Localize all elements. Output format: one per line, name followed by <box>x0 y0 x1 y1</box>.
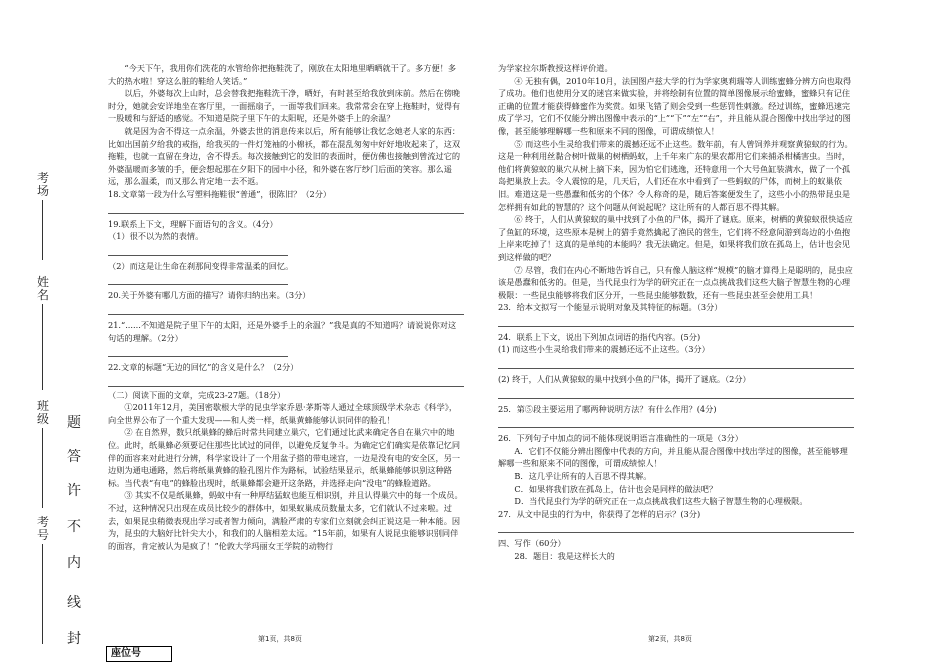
passage2-para-3: ③ 其实不仅是纸巢蜂，蚂蚁中有一种厚结猛蚁也能互相识别，并且认得巢穴中的每一个成员。不过，这种情况只出现在成员比较少的群体中，如果蚁巢成员数量太多，它们就认不过来啦。过去，如果昆虫稍微表现出学习或者智力倾向，满脸严肃的专家们立刻就会纠正说这是一种本能。因为，昆虫的大脑好比针尖大小，和我们的人脑相差太远。“15年前，如果有人说昆虫能够识别同伴的面容，肯定被认为是疯了！”伦敦大学玛丽女王学院的动物行 <box>108 490 463 551</box>
question-26: 26．下列句子中加点的词不能体现说明语言准确性的一项是（3分） <box>498 433 743 444</box>
seal-char-6: 线 <box>67 595 81 611</box>
question-24-1: (1) 而这些小生灵给我们带来的震撼还远不止这些。（3分） <box>498 344 710 355</box>
answer-line-25[interactable] <box>498 417 854 428</box>
question-22: 22.文章的标题“无边的回忆”的含义是什么？（2分） <box>108 362 299 373</box>
class-label: 班级 <box>36 399 49 426</box>
answer-line-18[interactable] <box>108 203 464 214</box>
question-23: 23．给本文拟写一个能显示说明对象及其特征的标题。（3分） <box>498 302 723 313</box>
seal-char-1: 题 <box>67 415 81 431</box>
answer-line-19-1[interactable] <box>108 245 288 256</box>
section-4-heading: 四、写作（60分） <box>498 538 566 549</box>
passage1-para-3: 就是因为舍不得这一点余温，外婆去世的消息传来以后，所有能够让我忆念她老人家的东西：比如出国前夕给我的戒指，给我买的一件灯笼袖的小棉袄，都在混乱匆匆中好好地收起来了，这双拖鞋，也就一直留在身边，舍不得丢。每次接触到它的发旧的表面时，便仿佛也接触到曾流过它的外婆温暖而多皱的手，便会想起那在夕阳下的园中小径，和外婆在客厅纱门后面的笑容。那么遥远，那么温柔，而又那么肯定地一去不返。 <box>108 125 461 187</box>
question-28: 28．题目：我是这样长大的 <box>514 551 615 561</box>
name-line <box>42 304 43 390</box>
question-24-2: (2) 终于，人们从黄猄蚁的巢中找到小鱼的尸体，揭开了谜底。（2分） <box>498 374 751 385</box>
answer-line-27[interactable] <box>498 522 854 533</box>
option-26-d: D．当代昆虫行为学的研究正在一点点挑战我们这些大脑子智慧生物的心理极限。 <box>514 496 808 507</box>
passage1-para-1: “今天下午，我用你们洗花的水管给你把拖鞋洗了，刚放在太阳地里晒晒就干了。多方便！多大的热水啦！穿这么脏的鞋给人笑话。” <box>108 63 457 86</box>
passage2-para-2: ② 在自然界，数只纸巢蜂的蜂后时常共同建立巢穴，它们通过比武来确定各自在巢穴中的地位。此时，纸巢蜂必须要记住那些比试过的同伴，以避免反复争斗。为确定它们确实是依靠记忆同伴的面容来对此进行分辨，科学家设计了一个用盆子搭的带电迷宫，一边是没有电的安全区，另一边则为通电通路，然后将纸巢黄蜂的脸孔图片作为路标，试验结果显示，纸巢蜂能够识别这种路标。当代表“有电”的蜂脸出现时，纸巢蜂都会避开这条路，并选择走向“没电”的蜂脸道路。 <box>108 427 461 488</box>
question-20: 20.关于外婆有哪几方面的描写？请你归纳出来。（3分） <box>108 290 311 301</box>
passage2-para-7: ⑦ 尽管，我们在内心不断地告诉自己，只有像人脑这样“规模”的脑才算得上是聪明的，昆虫应该是愚蠢和低劣的。但是，当代昆虫行为学的研究正在一点点挑战我们这些大脑子智慧生物的心理极限：一些昆虫能够将我们区分开，一些昆虫能够数数，还有一些昆虫甚至会使用工具！ <box>498 264 853 300</box>
answer-line-22[interactable] <box>108 376 464 387</box>
option-26-a: A．它们不仅能分辨出图像中代表的方向，并且能从混合图像中找出学过的图像，甚至能够理解哪一些和原来不同的图像，可谓成绩惊人！ <box>498 445 848 469</box>
right-column <box>498 62 854 563</box>
left-column <box>108 62 464 552</box>
seal-char-4: 不 <box>67 519 81 535</box>
question-25: 25．第⑤段主要运用了哪两种说明方法？有什么作用？(4分) <box>498 403 717 414</box>
question-27: 27．从文中昆虫的行为中，你获得了怎样的启示？(3分) <box>498 508 701 519</box>
exam-no-label: 考号 <box>36 515 49 542</box>
seal-char-7: 封 <box>67 631 81 647</box>
name-label: 姓名 <box>36 275 49 302</box>
answer-line-23[interactable] <box>498 316 854 327</box>
exam-no-line <box>42 544 43 644</box>
exam-room-line <box>42 200 43 260</box>
question-24: 24．联系上下文，说出下列加点词语的指代内容。(5分) <box>498 331 701 342</box>
class-line <box>42 428 43 508</box>
answer-line-19-2[interactable] <box>108 274 288 285</box>
binding-margin <box>0 0 100 658</box>
option-26-c: C．如果将我们放在孤岛上，估计也会是同样的做法吧？ <box>514 483 718 494</box>
page-footer-left: 第1页，共8页 <box>258 635 302 643</box>
seal-char-3: 许 <box>67 483 81 499</box>
passage2-para-6: ⑥ 终于，人们从黄猄蚁的巢中找到了小鱼的尸体，揭开了谜底。原来，树栖的黄猄蚁很快适应了鱼缸的环境，这些原本是树上的猎手竟然擒起了渔民的营生，它们将不经意间游到岛边的小鱼抱上岸来吃掉了！这真的是单纯的本能吗？我无法确定。但是，如果将我们放在孤岛上，估计也会见到这样做的吧？ <box>498 214 853 262</box>
seal-char-5: 内 <box>67 555 81 571</box>
question-19-2: （2）而这是让生命在刹那间变得非常温柔的回忆。 <box>108 260 294 271</box>
passage2-para-5: ⑤ 而这些小生灵给我们带来的震撼还远不止这些。数年前，有人曾饲养并观察黄猄蚁的行为。这是一种利用丝黏合树叶做巢的树栖蚂蚁，上千年来广东的果农都用它们来捕杀柑橘害虫。当时，他们将黄猄蚁的巢穴从树上摘下来，因为怕它们逃逸，还特意用一个大号鱼缸装满水，做了一个孤岛把巢放上去。令人震惊的是，几天后，人们还在水中看到了一些蚂蚁的尸体，而树上的蚁巢依旧。难道这是一些愚蠢和低劣的个体？令人称奇的是，随后答案便发生了，这些小小的热带昆虫是怎样拥有如此的智慧的？这个问题从何说起呢？这让所有的人都百思不得其解。 <box>498 138 853 212</box>
question-21: 21.“......不知道是院子里下午的太阳，还是外婆手上的余温？”我是真的不知道吗？请说说你对这句话的理解。（2分） <box>108 319 457 343</box>
answer-line-20[interactable] <box>108 304 464 315</box>
answer-line-24-2[interactable] <box>498 388 854 399</box>
question-19-1: （1）很不以为然的表情。 <box>108 231 204 242</box>
question-19: 19.联系上下文，理解下面语句的含义。（4分） <box>108 218 278 229</box>
answer-line-21[interactable] <box>108 346 288 357</box>
page-footer-right: 第2页，共8页 <box>648 635 692 643</box>
passage1-para-2: 以后，外婆每次上山时，总会替我把拖鞋洗干净，晒好，有时甚至给我放到床前。然后在傍晚时分，她就会安详地坐在客厅里，一面摇扇子，一面等我们回来。我常常会在穿上拖鞋时，觉得有一股暖和与舒适的感觉。不知道是院子里下午的太阳呢，还是外婆手上的余温？ <box>108 88 461 124</box>
passage2-para-4: ④ 无独有偶，2010年10月，法国图卢兹大学的行为学家奥莉瑞等人训练蜜蜂分辨方向也取得了成功。他们也使用分叉的迷宫来做实验，并将绘制有位置的简单图像展示给蜜蜂，蜜蜂只有记住正确的位置才能获得蜂蜜作为奖赏。如果飞错了则会受到一些惩罚性刺激。经过训练，蜜蜂迅速完成了学习，它们不仅能分辨出图像中表示的“上”“下”“左”“右”，并且能从混合图像中找出学过的图像，甚至能够理解哪一些和原来不同的图像，可谓成绩惊人！ <box>498 75 852 136</box>
section-2-heading: （二）阅读下面的文章，完成23-27题。（18分） <box>108 389 286 400</box>
seat-number-box: 座位号 <box>106 646 172 662</box>
question-18: 18.文章第一段为什么写塑料拖鞋很“普通”，很陈旧？（2分） <box>108 188 332 199</box>
passage2-para-1: ①2011年12月，美国密歇根大学的昆虫学家乔恩·茅斯等人通过全球顶级学术杂志《科学》，向全世界公布了一个重大发现——和人类一样，纸巢黄蜂能够认识同伴的脸孔！ <box>108 402 458 425</box>
passage2-para-3-cont: 为学家拉尔斯教授这样评价道。 <box>498 63 613 73</box>
exam-room-label: 考场 <box>36 171 49 198</box>
answer-line-24-1[interactable] <box>498 358 854 369</box>
option-26-b: B．这几乎让所有的人百思不得其解。 <box>514 471 652 482</box>
seal-char-2: 答 <box>67 449 81 465</box>
